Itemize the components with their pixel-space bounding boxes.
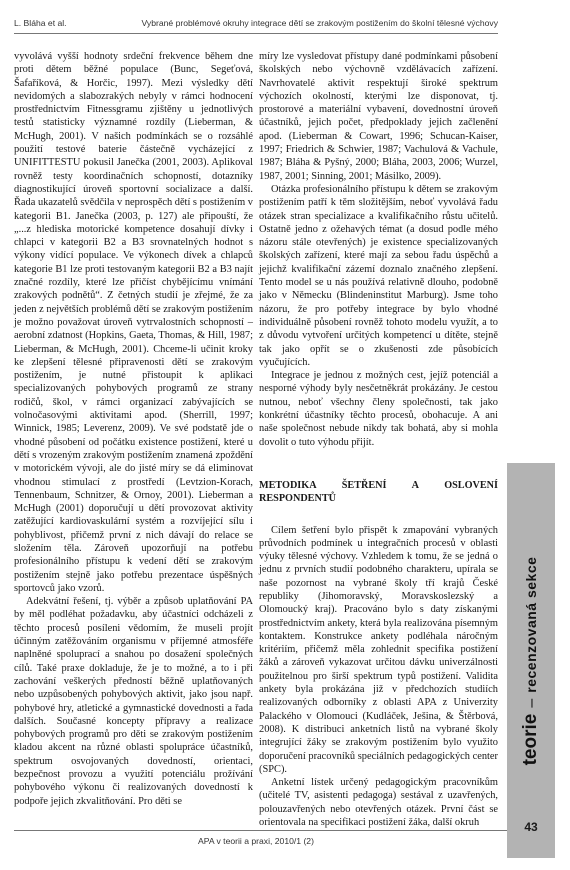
paragraph: míry lze vysledovat přístupy dané podmínkami působení školských nebo výchovně vzdělávacích zařízení. Navrhovatelé aktivit respektují široké spektrum výchozích okolností, kterými lze disponovat, tj. prostorové a materiální vybavení, dovednostní úroveň účastníků, jejich počet, předpoklady jejich začlenění apod. (Lieberman & Cowart, 1996; Schucan-Kaiser, 1997; Friedrich & Schwier, 1987; Vachulová & Vachule, 1987; Bláha & Pyšný, 2000; Bláha, 2003, 2006; Wurzel, 1987, 2001; Sinning, 2001; Másilko, 2009). [259,51,498,182]
header-running-title: Vybrané problémové okruhy integrace dětí se zrakovým postižením do školní tělesné výchovy [141,18,498,28]
sidebar-word-section: recenzovaná sekce [523,556,539,693]
footer-divider [14,830,507,831]
paragraph: Cílem šetření bylo přispět k zmapování vybraných průvodních podmínek u integračních procesů v oblasti výuky tělesné výchovy. Vzhledem k tomu, že se jedná o jednu z prvních studií podobného charakteru, upírala se naše pozornost na vybrané školy tří krajů České republiky (Jihomoravský, Moravskoslezský a Olomoucký kraj). Pracováno bylo s daty získanými prostřednictvím ankety, která byla realizována písemným kontaktem. Konstrukce ankety podléhala náročným kritériím, přičemž měla zohlednit specifika postižení žáků a zároveň vykazovat určitou dávku univerzálnosti použitelnou pro širší spektrum typů postižení. Validita ankety byla prokázána již v předchozích studiích realizovaných odborníky z oblasti APA z Univerzity Palackého v Olomouci (Kudláček, Ješina, & Štěrbová, 2008). K distribuci anketních listů na vybrané školy integrující žáky se zrakovým postižením bylo využito doporučení pracovníků speciálních pedagogických center (SPC). [259,524,498,775]
paragraph: Anketní lístek určený pedagogickým pracovníkům (učitelé TV, asistenti pedagoga) sestával z uzavřených, polouzavřených nebo otevřených otázek. První část se orientovala na specifikaci postižení žáka, další okruh [259,777,498,829]
left-column [14,50,253,808]
sidebar-word-teorie: teorie [520,713,541,765]
section-heading: METODIKA ŠETŘENÍ A OSLOVENÍ RESPONDENTŮ [259,479,498,505]
header-authors: L. Bláha et al. [14,18,67,28]
sidebar-dash: – [523,698,540,708]
section-sidebar [507,463,555,858]
paragraph: Otázka profesionálního přístupu k dětem se zrakovým postižením patří k těm složitějším, neboť vyvolává řadu otázek stran specializace a kvalifikačního růstu učitelů. Ostatně jedno z ožehavých témat (a dosud podle mého názoru stále otevřených) je existence specializovaných školských zařízení, které mají za sebou řadu úspěchů a jejichž kvalifikační zázemí doznalo značného zlepšení. Tento model se u nás používá relativně dlouho, podobně jako v Německu (Blindeninstitut Marburg). Jsme toho názoru, že pro potřeby integrace by bylo vhodné individuálně působení rovněž tohoto modelu využít, a to z důvodu vytvoření určitých kompetencí u dítěte, stejně tak jako opřít se o zkušenosti zde působících vyučujících. [259,183,498,368]
spacer [259,449,498,469]
footer-citation: APA v teorii a praxi, 2010/1 (2) [198,836,314,846]
right-column [259,50,498,829]
paragraph: Adekvátní řešení, tj. výběr a způsob uplatňování PA by měl podléhat požadavku, aby účastníci odcházeli z těchto procesů posíleni vědomím, že museli projít účinným zatěžováním organismu v příjemné atmosféře naplněné spoluprací a snahou po dosažení společných cílů. Také praxe dokladuje, že je to možné, a to i při zachování veškerých předností běžně uplatňovaných nebo uzpůsobených pohybových aktivit, jako jsou např. pohybové hry, atletické a gymnastické dovednosti a řada dalších. Současné koncepty přípravy a realizace pohybových programů pro děti se zrakovým postižením kladou akcent na různé oblasti spolupráce účastníků, spektrum osvojovaných dovedností, orientaci, bezpečnost provozu a využití potenciálu prožívání pohybového výkonu či realizovaných dovedností k podpoře jejich zkvalitňování. Pro děti se [14,596,253,807]
header-divider [14,33,498,34]
page-number: 43 [524,820,538,834]
paragraph: Integrace je jednou z možných cest, jejíž potenciál a nesporné výhody byly nesčetněkrát prokázány. Je cestou nutnou, neboť všechny členy společnosti, tak jako konkrétní účastníky těchto procesů, obohacuje. A ani naše společnost nebude nikdy tak bohatá, aby si mohla dovolit o tuto výhodu přijít. [259,370,498,448]
sidebar-label [520,556,542,765]
paragraph: vyvolává vyšší hodnoty srdeční frekvence během dne proti dětem běžné populace (Bunc, Segeťová, Šafaříková, & Horčic, 1997). Mezi výsledky dětí nevidomých a slabozrakých nebyly v rámci hodnocení prostřednictvím Fitnessgramu zjištěny u jednotlivých testů statisticky významné rozdíly (Lieberman, & McHugh, 2001). V našich podmínkách se o rozsáhlé použití testové baterie částečně vycházející z UNIFITTESTU pokusil Janečka (2001, 2003). Aplikoval rovněž testy koordinačních schopností, dotazníky diagnostikující úroveň sportovní socializace a další. Řada ukazatelů svědčila v neprospěch dětí s postižením v kategorii B1. Janečka (2003, p. 127) ale připouští, že „...z hlediska motorické kompetence dosahují dívky i chlapci v kategorii B2 a B3 srovnatelných hodnot s výkony vidící populace. Ve výkonech dívek a chlapců kategorie B1 lze proti testovaným kategorii B2 a B3 najít značné rozdíly, které lze přičíst chybějícímu vnímání zrakových podnětů“. Z četných studií je zřejmé, že za jeden z největších problémů dětí se zrakovým postižením je možno považovat úroveň vytrvalostních schopností – aerobní zdatnost (Hopkins, Gaeta, Thomas, & Hill, 1987; Lieberman, & McHugh, 2001). Chceme-li učinit kroky ke zlepšení tělesné připravenosti dětí se zrakovým postižením, je nutné přistoupit k aplikaci specializovaných pohybových programů ze strany rodičů, škol, v rámci organizací zabývajících se volnočasovými aktivitami apod. (Sherrill, 1997; Winnick, 1985; Leverenz, 2009). Ve své podstatě jde o vhodné působení od počátku existence postižení, které u dětí s vrozeným zrakovým postižením znamená zpoždění v motorickém vývoji, ale do jisté míry se dá eliminovat vhodnou stimulací z prostředí (Levtzion-Korach, Tennenbaum, Schnitzer, & Ornoy, 2001). Lieberman a McHugh (2001) doporučují u dětí provozovat aktivity zatěžující kardiovaskulární systém a rozvíjející sílu i pohyblivost, přičemž první z nich dávají do relace se složením těla. Zároveň upozorňují na potřebu profesionálního přístupu k vedení dětí se zrakovým postižením stejně jako potřebu prezentace úspěšných sportovců jako vzorů. [14,51,253,594]
